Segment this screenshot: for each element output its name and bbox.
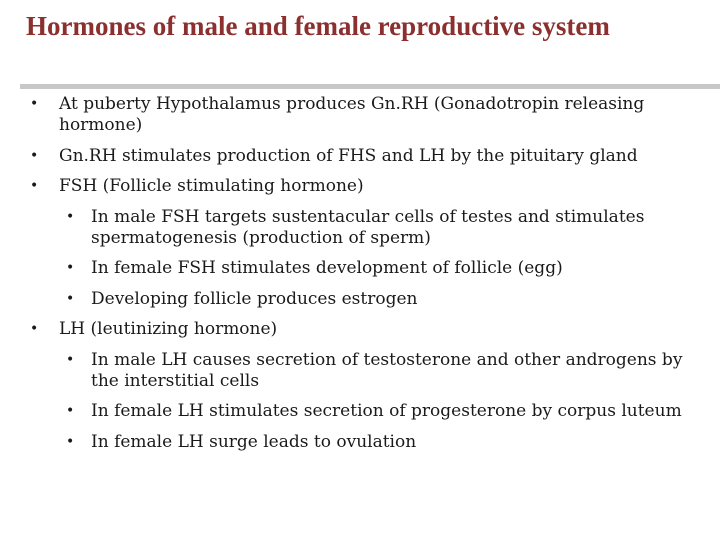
sub-bullet-item (0, 432, 720, 453)
bullet-item (0, 319, 720, 340)
bullet-marker: • (30, 321, 39, 337)
sub-bullet-item (0, 289, 720, 310)
bullet-text: In female FSH stimulates development of follicle (egg) (91, 258, 563, 278)
sub-bullet-item (0, 207, 720, 249)
bullet-marker: • (30, 178, 39, 194)
bullet-marker: • (66, 403, 75, 419)
bullet-text: In male FSH targets sustentacular cells of testes and stimulates spermatogenesis (production of sperm) (91, 206, 645, 248)
bullet-marker: • (66, 208, 75, 225)
bullet-item (0, 176, 720, 197)
title-divider (20, 84, 720, 89)
bullet-marker: • (66, 290, 75, 307)
bullet-text: In female LH stimulates secretion of progesterone by corpus luteum (91, 401, 682, 421)
bullet-marker: • (66, 433, 75, 450)
bullet-text: Developing follicle produces estrogen (91, 288, 418, 309)
sub-bullet-item (0, 258, 720, 279)
bullet-marker: • (66, 351, 75, 368)
bullet-marker: • (30, 147, 39, 164)
bullet-text: At puberty Hypothalamus produces Gn.RH (Gonadotropin releasing hormone) (59, 94, 645, 135)
bullet-text: Gn.RH stimulates production of FHS and LH by the pituitary gland (59, 145, 638, 166)
bullet-text: LH (leutinizing hormone) (59, 319, 278, 339)
bullet-item (0, 94, 720, 136)
sub-bullet-item (0, 350, 720, 392)
bullet-text: In female LH surge leads to ovulation (91, 431, 417, 452)
bullet-text: In male LH causes secretion of testosterone and other androgens by the interstitial cells (91, 349, 683, 391)
bullet-marker: • (30, 96, 39, 112)
bullet-list (0, 94, 720, 462)
bullet-text: FSH (Follicle stimulating hormone) (59, 176, 364, 196)
bullet-item (0, 146, 720, 167)
sub-bullet-item (0, 401, 720, 422)
slide-title: Hormones of male and female reproductive system (26, 11, 610, 41)
bullet-marker: • (66, 260, 75, 276)
